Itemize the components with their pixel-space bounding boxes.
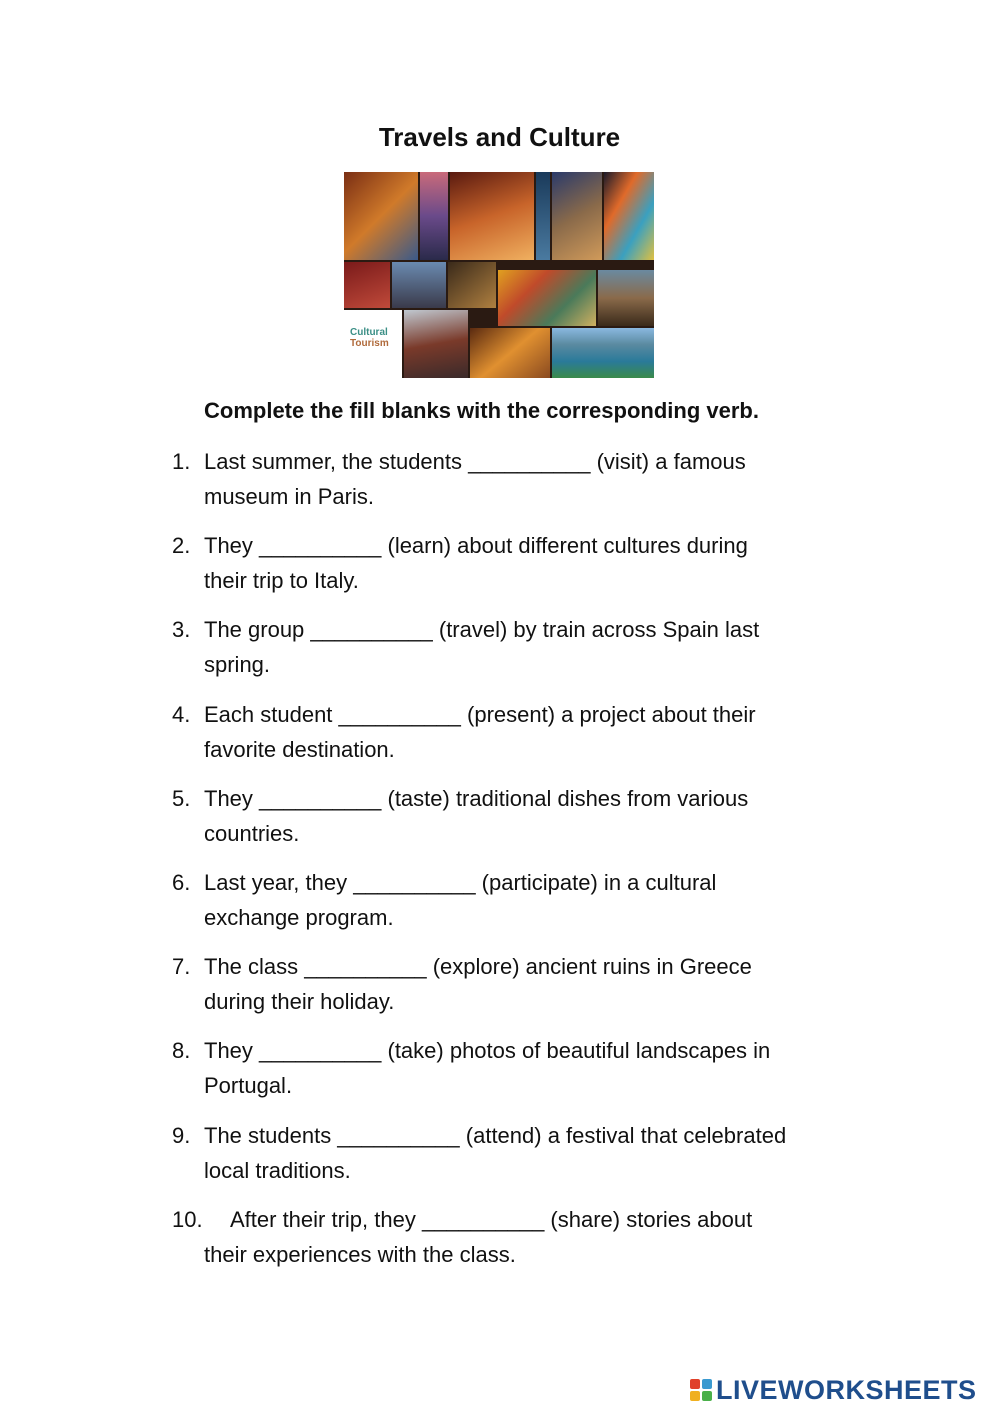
exercise-number: 7. [172,954,191,979]
liveworksheets-logo-icon [690,1379,712,1401]
exercise-line2: their experiences with the class. [204,1242,516,1267]
exercise-text [204,949,864,1019]
exercise-line2: their trip to Italy. [204,568,359,593]
collage-caption-line2: Tourism [350,338,389,349]
exercise-text [204,1202,864,1272]
exercise-line2: during their holiday. [204,989,395,1014]
exercise-line1: The group __________ (travel) by train across Spain last [204,617,760,642]
exercise-number: 8. [172,1038,191,1063]
exercise-line1: Last year, they __________ (participate) in a cultural [204,870,717,895]
collage-caption [350,327,408,349]
exercise-line1: The class __________ (explore) ancient ruins in Greece [204,954,752,979]
cultural-tourism-collage-image [344,172,654,378]
exercise-number: 5. [172,786,191,811]
exercise-line2: spring. [204,652,271,677]
exercise-text [204,444,864,514]
exercise-line1: After their trip, they __________ (share) stories about [230,1207,753,1232]
collage-caption-line1: Cultural [350,327,388,338]
instructions: Complete the fill blanks with the corresponding verb. [204,398,759,423]
liveworksheets-logo [690,1373,977,1407]
exercise-line2: museum in Paris. [204,484,374,509]
exercise-line2: local traditions. [204,1158,351,1183]
exercise-line1: They __________ (learn) about different cultures during [204,533,748,558]
exercise-text [204,1033,864,1103]
exercise-text [204,865,864,935]
exercise-line1: The students __________ (attend) a festival that celebrated [204,1123,787,1148]
exercise-number: 10. [172,1207,203,1232]
exercise-line1: Each student __________ (present) a project about their [204,702,756,727]
exercise-number: 9. [172,1123,191,1148]
exercise-text [204,612,864,682]
exercise-line2: favorite destination. [204,737,395,762]
exercise-number: 3. [172,617,191,642]
exercise-line2: exchange program. [204,905,394,930]
exercise-line1: They __________ (take) photos of beautiful landscapes in [204,1038,771,1063]
page-title: Travels and Culture [378,122,621,152]
exercise-text [204,1118,864,1188]
exercise-text [204,528,864,598]
exercise-line2: Portugal. [204,1073,293,1098]
exercise-text [204,781,864,851]
exercise-text [204,697,864,767]
exercise-number: 1. [172,449,191,474]
exercise-line1: They __________ (taste) traditional dishes from various [204,786,749,811]
exercise-line1: Last summer, the students __________ (visit) a famous [204,449,746,474]
exercise-number: 2. [172,533,191,558]
exercise-number: 6. [172,870,191,895]
liveworksheets-logo-text: LIVEWORKSHEETS [716,1374,977,1405]
exercise-line2: countries. [204,821,300,846]
exercise-number: 4. [172,702,191,727]
